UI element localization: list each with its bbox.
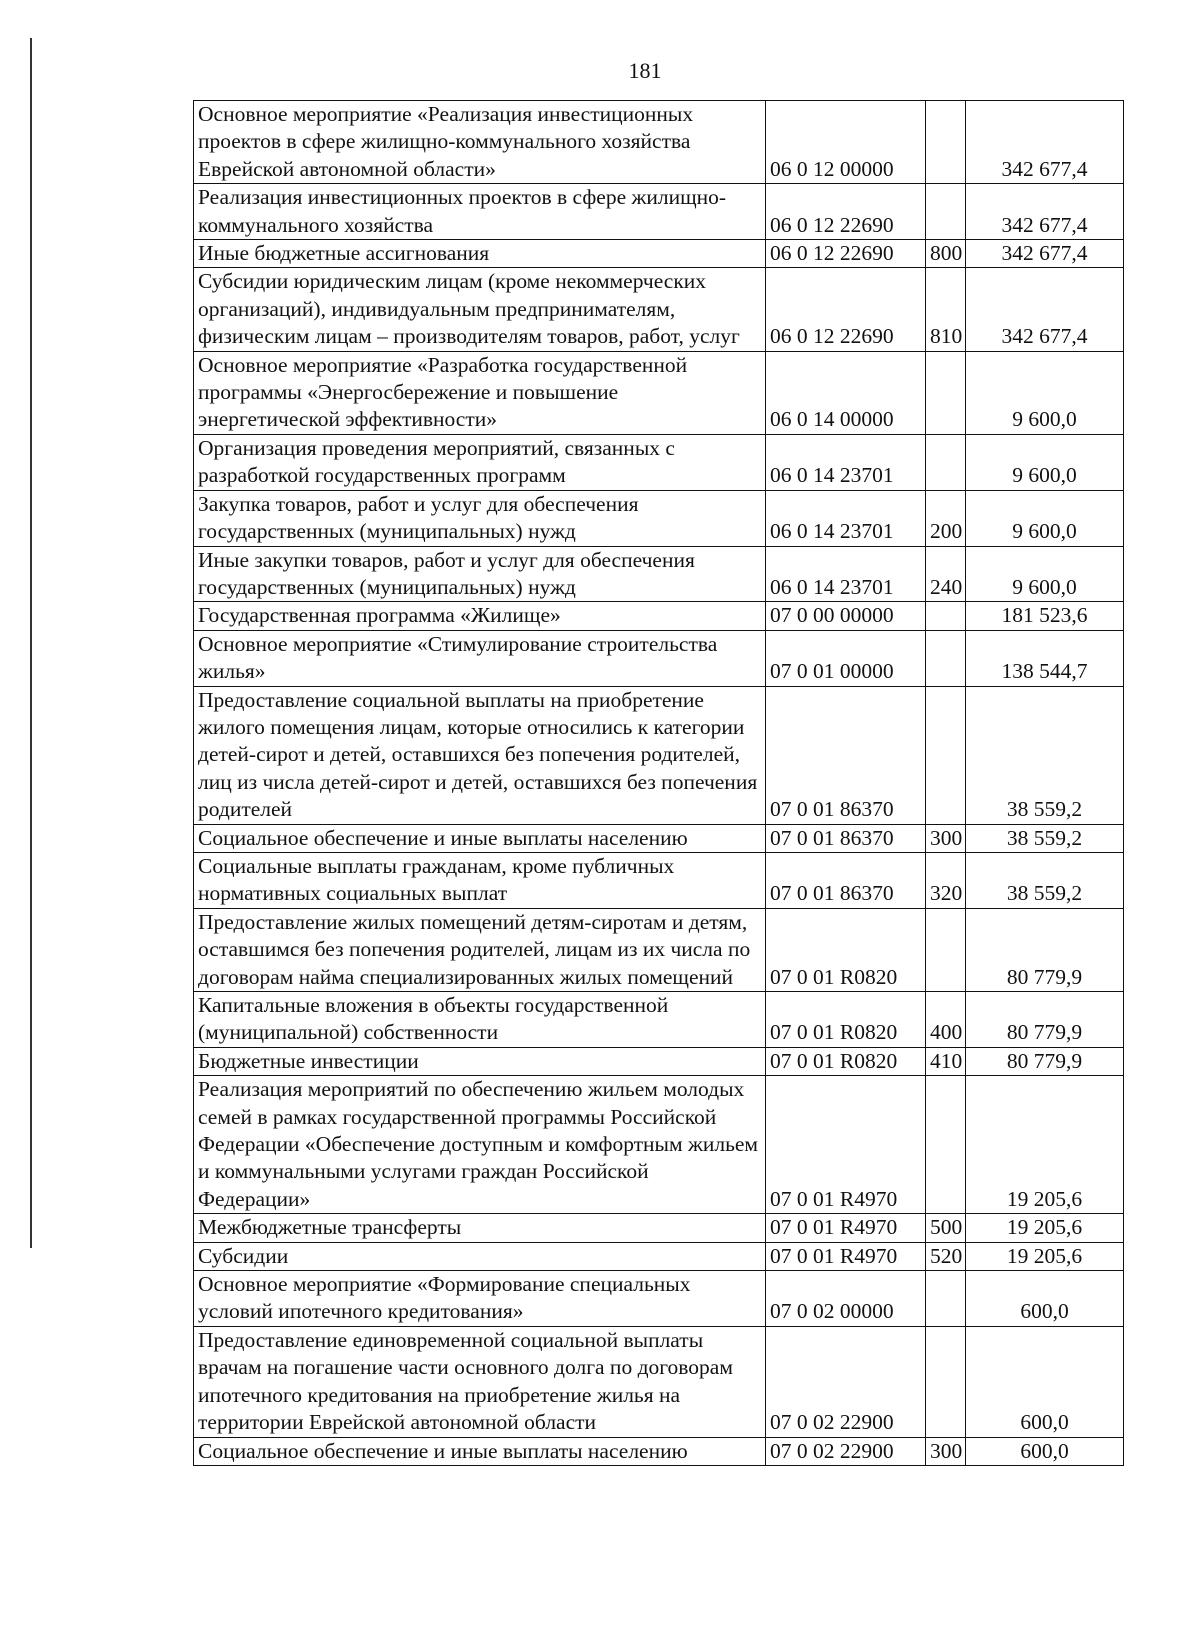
row-type-cell bbox=[926, 351, 966, 434]
row-name-cell: Основное мероприятие «Стимулирование строительства жилья» bbox=[194, 630, 766, 686]
table-row bbox=[194, 1214, 1124, 1242]
row-type-cell bbox=[926, 184, 966, 240]
row-name-cell: Реализация инвестиционных проектов в сфере жилищно-коммунального хозяйства bbox=[194, 184, 766, 240]
row-type-cell bbox=[926, 908, 966, 991]
table-row bbox=[194, 1271, 1124, 1327]
table-row bbox=[194, 1326, 1124, 1437]
row-code-cell: 07 0 02 22900 bbox=[766, 1437, 926, 1465]
row-amount-cell: 600,0 bbox=[966, 1271, 1124, 1327]
row-name-cell: Иные бюджетные ассигнования bbox=[194, 240, 766, 268]
row-type-cell bbox=[926, 101, 966, 184]
row-amount-cell: 80 779,9 bbox=[966, 992, 1124, 1048]
row-name-cell: Реализация мероприятий по обеспечению жильем молодых семей в рамках государственной программы Российской Федерации «Обеспечение доступным и комфортным жильем и коммунальными услугами граждан Российской Федерации» bbox=[194, 1076, 766, 1214]
table-row bbox=[194, 602, 1124, 630]
row-name-cell: Государственная программа «Жилище» bbox=[194, 602, 766, 630]
table-row bbox=[194, 268, 1124, 351]
budget-table-body bbox=[194, 101, 1124, 1466]
row-name-cell: Субсидии юридическим лицам (кроме некоммерческих организаций), индивидуальным предпринимателям, физическим лицам – производителям товаров, работ, услуг bbox=[194, 268, 766, 351]
row-code-cell: 07 0 01 R4970 bbox=[766, 1076, 926, 1214]
row-amount-cell: 342 677,4 bbox=[966, 101, 1124, 184]
row-amount-cell: 19 205,6 bbox=[966, 1076, 1124, 1214]
row-name-cell: Основное мероприятие «Формирование специальных условий ипотечного кредитования» bbox=[194, 1271, 766, 1327]
table-row bbox=[194, 824, 1124, 852]
row-name-cell: Основное мероприятие «Разработка государственной программы «Энергосбережение и повышение энергетической эффективности» bbox=[194, 351, 766, 434]
row-type-cell bbox=[926, 434, 966, 490]
row-name-cell: Капитальные вложения в объекты государственной (муниципальной) собственности bbox=[194, 992, 766, 1048]
row-amount-cell: 9 600,0 bbox=[966, 434, 1124, 490]
row-code-cell: 06 0 14 23701 bbox=[766, 434, 926, 490]
row-amount-cell: 80 779,9 bbox=[966, 908, 1124, 991]
table-row bbox=[194, 1047, 1124, 1075]
table-row bbox=[194, 992, 1124, 1048]
row-type-cell: 300 bbox=[926, 824, 966, 852]
table-row bbox=[194, 490, 1124, 546]
row-code-cell: 07 0 02 00000 bbox=[766, 1271, 926, 1327]
row-amount-cell: 38 559,2 bbox=[966, 824, 1124, 852]
row-amount-cell: 80 779,9 bbox=[966, 1047, 1124, 1075]
table-row bbox=[194, 1437, 1124, 1465]
row-code-cell: 06 0 12 22690 bbox=[766, 184, 926, 240]
row-code-cell: 07 0 01 86370 bbox=[766, 824, 926, 852]
row-type-cell: 200 bbox=[926, 490, 966, 546]
table-row bbox=[194, 101, 1124, 184]
row-name-cell: Предоставление жилых помещений детям-сиротам и детям, оставшимся без попечения родителей, лицам из их числа по договорам найма специализированных жилых помещений bbox=[194, 908, 766, 991]
row-amount-cell: 138 544,7 bbox=[966, 630, 1124, 686]
row-type-cell bbox=[926, 686, 966, 824]
row-amount-cell: 38 559,2 bbox=[966, 852, 1124, 908]
row-amount-cell: 19 205,6 bbox=[966, 1214, 1124, 1242]
row-name-cell: Бюджетные инвестиции bbox=[194, 1047, 766, 1075]
row-amount-cell: 38 559,2 bbox=[966, 686, 1124, 824]
row-code-cell: 07 0 01 86370 bbox=[766, 852, 926, 908]
row-type-cell bbox=[926, 630, 966, 686]
row-code-cell: 07 0 00 00000 bbox=[766, 602, 926, 630]
row-amount-cell: 600,0 bbox=[966, 1437, 1124, 1465]
budget-table bbox=[193, 100, 1124, 1466]
row-name-cell: Межбюджетные трансферты bbox=[194, 1214, 766, 1242]
row-amount-cell: 19 205,6 bbox=[966, 1242, 1124, 1270]
row-code-cell: 06 0 12 22690 bbox=[766, 268, 926, 351]
row-type-cell bbox=[926, 1076, 966, 1214]
row-type-cell: 240 bbox=[926, 546, 966, 602]
row-code-cell: 07 0 01 00000 bbox=[766, 630, 926, 686]
row-code-cell: 06 0 12 22690 bbox=[766, 240, 926, 268]
row-amount-cell: 600,0 bbox=[966, 1326, 1124, 1437]
row-name-cell: Предоставление социальной выплаты на приобретение жилого помещения лицам, которые относились к категории детей-сирот и детей, оставшихся без попечения родителей, лиц из числа детей-сирот и детей, оставшихся без попечения родителей bbox=[194, 686, 766, 824]
row-name-cell: Основное мероприятие «Реализация инвестиционных проектов в сфере жилищно-коммунального хозяйства Еврейской автономной области» bbox=[194, 101, 766, 184]
row-code-cell: 07 0 01 R0820 bbox=[766, 908, 926, 991]
row-code-cell: 07 0 01 R0820 bbox=[766, 1047, 926, 1075]
table-row bbox=[194, 630, 1124, 686]
row-name-cell: Закупка товаров, работ и услуг для обеспечения государственных (муниципальных) нужд bbox=[194, 490, 766, 546]
row-name-cell: Предоставление единовременной социальной выплаты врачам на погашение части основного долга по договорам ипотечного кредитования на приобретение жилья на территории Еврейской автономной области bbox=[194, 1326, 766, 1437]
row-type-cell: 500 bbox=[926, 1214, 966, 1242]
table-row bbox=[194, 908, 1124, 991]
row-name-cell: Социальное обеспечение и иные выплаты населению bbox=[194, 1437, 766, 1465]
page-number: 181 bbox=[628, 58, 662, 83]
row-name-cell: Субсидии bbox=[194, 1242, 766, 1270]
row-name-cell: Социальное обеспечение и иные выплаты населению bbox=[194, 824, 766, 852]
row-type-cell: 400 bbox=[926, 992, 966, 1048]
table-row bbox=[194, 240, 1124, 268]
row-amount-cell: 342 677,4 bbox=[966, 240, 1124, 268]
row-type-cell: 300 bbox=[926, 1437, 966, 1465]
left-margin-line bbox=[30, 38, 32, 1248]
table-row bbox=[194, 351, 1124, 434]
row-type-cell bbox=[926, 1271, 966, 1327]
row-code-cell: 07 0 02 22900 bbox=[766, 1326, 926, 1437]
row-code-cell: 07 0 01 R4970 bbox=[766, 1214, 926, 1242]
row-type-cell: 800 bbox=[926, 240, 966, 268]
row-type-cell: 410 bbox=[926, 1047, 966, 1075]
row-type-cell bbox=[926, 1326, 966, 1437]
row-name-cell: Социальные выплаты гражданам, кроме публичных нормативных социальных выплат bbox=[194, 852, 766, 908]
row-code-cell: 07 0 01 R0820 bbox=[766, 992, 926, 1048]
table-row bbox=[194, 434, 1124, 490]
table-row bbox=[194, 1242, 1124, 1270]
row-amount-cell: 181 523,6 bbox=[966, 602, 1124, 630]
table-row bbox=[194, 852, 1124, 908]
table-row bbox=[194, 184, 1124, 240]
row-code-cell: 06 0 14 00000 bbox=[766, 351, 926, 434]
row-code-cell: 06 0 12 00000 bbox=[766, 101, 926, 184]
row-amount-cell: 342 677,4 bbox=[966, 184, 1124, 240]
row-type-cell: 520 bbox=[926, 1242, 966, 1270]
table-row bbox=[194, 546, 1124, 602]
row-type-cell: 810 bbox=[926, 268, 966, 351]
row-amount-cell: 342 677,4 bbox=[966, 268, 1124, 351]
row-type-cell bbox=[926, 602, 966, 630]
row-amount-cell: 9 600,0 bbox=[966, 546, 1124, 602]
row-name-cell: Организация проведения мероприятий, связанных с разработкой государственных программ bbox=[194, 434, 766, 490]
row-amount-cell: 9 600,0 bbox=[966, 490, 1124, 546]
row-name-cell: Иные закупки товаров, работ и услуг для обеспечения государственных (муниципальных) нужд bbox=[194, 546, 766, 602]
row-amount-cell: 9 600,0 bbox=[966, 351, 1124, 434]
table-row bbox=[194, 1076, 1124, 1214]
row-code-cell: 07 0 01 86370 bbox=[766, 686, 926, 824]
row-code-cell: 06 0 14 23701 bbox=[766, 490, 926, 546]
row-code-cell: 06 0 14 23701 bbox=[766, 546, 926, 602]
row-type-cell: 320 bbox=[926, 852, 966, 908]
row-code-cell: 07 0 01 R4970 bbox=[766, 1242, 926, 1270]
table-row bbox=[194, 686, 1124, 824]
